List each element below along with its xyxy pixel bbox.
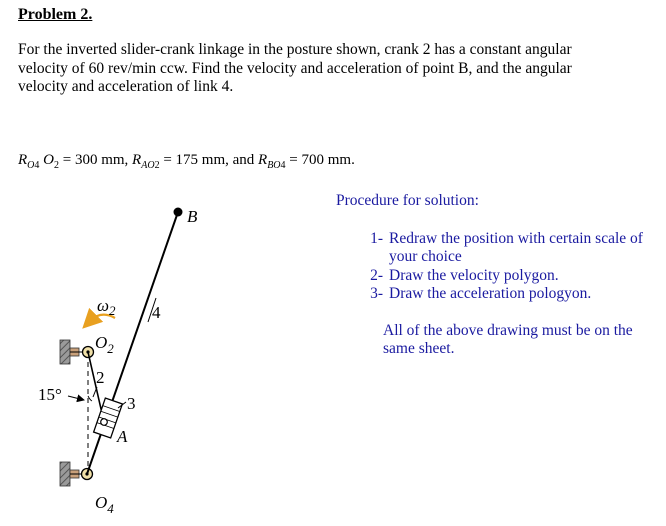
label-crank-2: 2: [96, 368, 105, 387]
o2-letter: O: [95, 333, 108, 352]
label-o4: [95, 493, 114, 516]
omega-symbol: ω: [97, 296, 110, 315]
r3-value: = 700 mm.: [285, 152, 355, 168]
label-b: B: [187, 207, 198, 226]
o4-sub: 4: [107, 501, 114, 516]
label-link-4: 4: [152, 303, 161, 322]
r2-sub-2: 2: [154, 160, 160, 171]
step-text: Draw the acceleration pologyon.: [389, 285, 592, 302]
statement-line: velocity and acceleration of link 4.: [18, 78, 234, 95]
o2-sub: 2: [107, 341, 114, 356]
procedure-note: All of the above drawing must be on the same sheet.: [383, 321, 633, 357]
step-number: 2-: [370, 266, 383, 284]
angle-arrow-icon: [68, 396, 84, 400]
statement-line: velocity of 60 rev/min ccw. Find the velocity and acceleration of point B, and the angular: [18, 59, 572, 77]
procedure-title: Procedure for solution:: [336, 192, 479, 209]
label-o2: [95, 333, 114, 356]
pin-a: [101, 419, 108, 426]
step-text: Redraw the position with certain scale of your choice: [389, 229, 643, 265]
label-omega: [97, 296, 116, 318]
r1-sub-4: 4: [34, 160, 40, 171]
problem-title: Problem 2.: [18, 6, 93, 23]
label-a: A: [117, 427, 128, 446]
angle-arc: [88, 396, 92, 401]
r3-sub-bo: BO: [267, 160, 281, 171]
r1-sub-2: 2: [54, 160, 59, 171]
label-angle: 15°: [38, 385, 62, 404]
r3-sub-4: 4: [280, 160, 286, 171]
r2-value: = 175 mm, and: [159, 152, 259, 168]
r2-sub-ao: AO: [141, 160, 155, 171]
r1-value: = 300 mm,: [59, 152, 133, 168]
o4-letter: O: [95, 493, 108, 512]
statement-line: For the inverted slider-crank linkage in the posture shown, crank 2 has a constant angular: [18, 41, 572, 58]
point-b-dot: [174, 208, 183, 217]
omega-sub: 2: [109, 303, 116, 318]
label-slider-3: 3: [127, 394, 136, 413]
r1-sub-o: O: [27, 160, 35, 171]
r3-symbol: R: [258, 152, 268, 168]
step-text: Draw the velocity polygon.: [389, 266, 559, 284]
r1-sub-o2: O: [43, 152, 54, 168]
r2-symbol: R: [132, 152, 142, 168]
step-number: 3-: [370, 285, 383, 302]
r1-symbol: R: [18, 152, 28, 168]
step-number: 1-: [370, 229, 383, 247]
